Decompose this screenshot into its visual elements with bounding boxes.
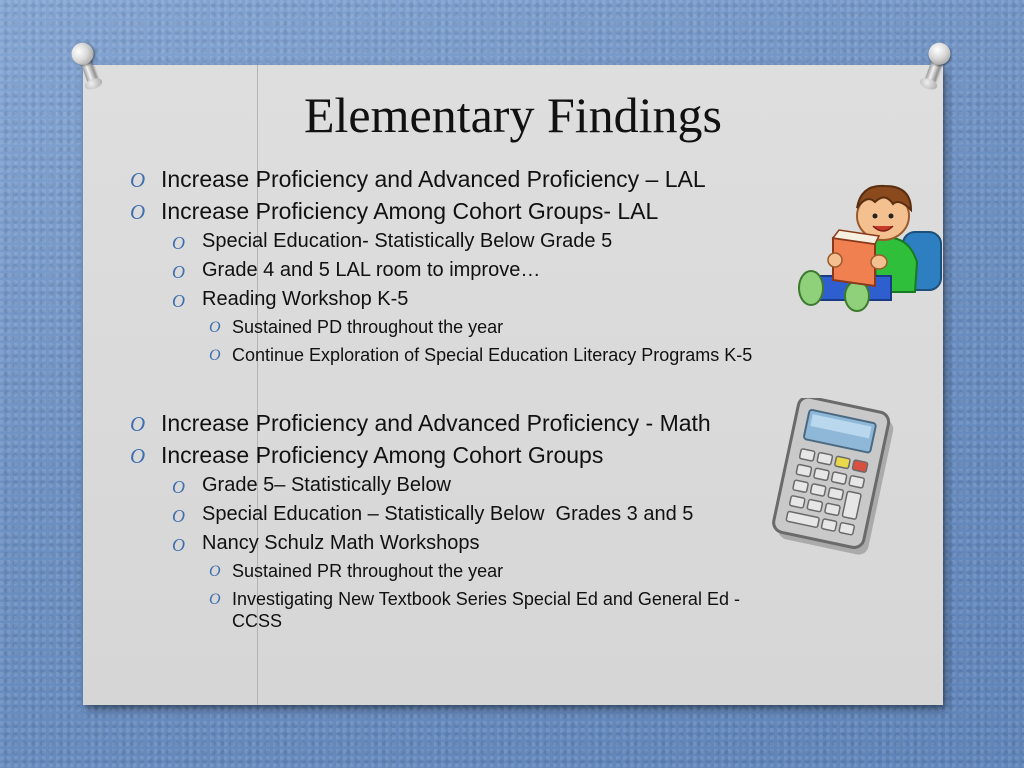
- bullet-marker: O: [172, 262, 185, 282]
- bullet-marker: O: [130, 168, 146, 192]
- bullet-marker: O: [130, 200, 146, 224]
- bullet-text: Special Education- Statistically Below Grade 5: [202, 230, 613, 252]
- bullet-text: Increase Proficiency and Advanced Proficiency – LAL: [161, 166, 706, 192]
- bullet-text: Increase Proficiency Among Cohort Groups: [161, 442, 604, 468]
- bullet-marker: O: [172, 477, 185, 497]
- slide-title: Elementary Findings: [304, 87, 722, 143]
- bullet-marker: O: [130, 412, 146, 436]
- bullet-text: Increase Proficiency and Advanced Proficiency - Math: [161, 410, 711, 436]
- bullet-text: Increase Proficiency Among Cohort Groups- LAL: [161, 198, 659, 224]
- bullet-text: Continue Exploration of Special Education Literacy Programs K-5: [232, 345, 753, 365]
- bullet-text: Nancy Schulz Math Workshops: [202, 532, 480, 554]
- bullet-marker: O: [209, 591, 221, 608]
- bullet-marker: O: [209, 319, 221, 336]
- bullet-marker: O: [209, 347, 221, 364]
- calculator-icon: [768, 398, 900, 558]
- bullet-marker: O: [209, 563, 221, 580]
- boy-reading-book-icon: [795, 180, 945, 315]
- bullet-text: Grade 5– Statistically Below: [202, 474, 452, 496]
- bullet-text: Sustained PD throughout the year: [232, 317, 504, 337]
- bullet-marker: O: [172, 535, 185, 555]
- bullet-marker: O: [130, 444, 146, 468]
- bullet-text: Special Education – Statistically Below Grades 3 and 5: [202, 503, 694, 525]
- bullet-text: Investigating New Textbook Series Special Ed and General Ed - CCSS: [232, 589, 740, 631]
- bullet-text: Grade 4 and 5 LAL room to improve…: [202, 259, 541, 281]
- bullet-marker: O: [172, 291, 185, 311]
- bullet-text: Reading Workshop K-5: [202, 288, 409, 310]
- bullet-text: Sustained PR throughout the year: [232, 561, 504, 581]
- bullet-marker: O: [172, 506, 185, 526]
- bullet-marker: O: [172, 233, 185, 253]
